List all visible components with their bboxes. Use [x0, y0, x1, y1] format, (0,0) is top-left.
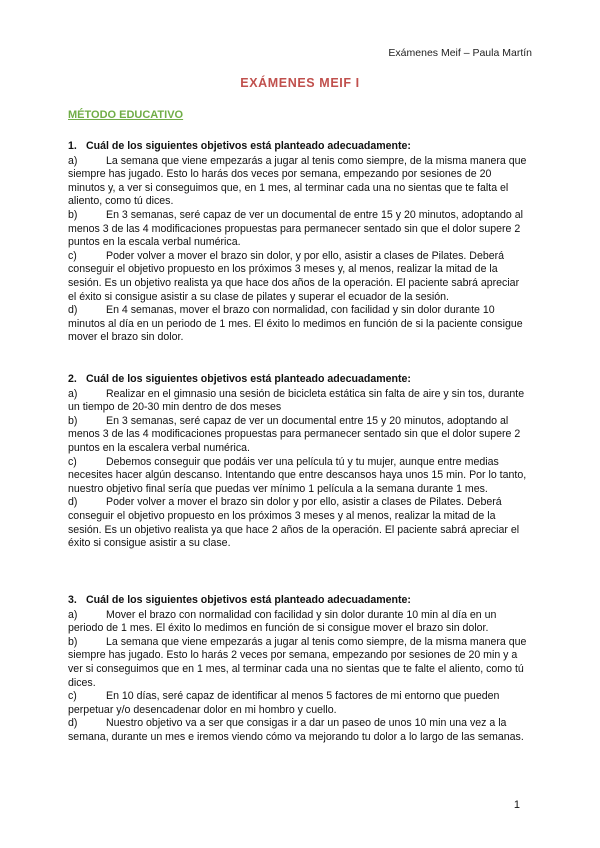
option-label: d)	[68, 717, 78, 730]
option-label: d)	[68, 496, 78, 509]
option-text: Poder volver a mover el brazo sin dolor y por ello, asistir a clases de Pilates. Deberá conseguir el objetivo propuesto en los próximos 3 meses y al menos, realizar la mitad de la sesión. Es un objetivo realista ya que hace 2 años de la operación. El paciente sabrá apreciar el éxito si consigue asistir a su clase.	[68, 496, 520, 550]
option-c	[68, 250, 530, 304]
question-2	[68, 373, 530, 551]
question-1	[68, 140, 530, 345]
option-label: a)	[68, 387, 78, 400]
question-number: 2.	[68, 373, 77, 385]
option-label: d)	[68, 304, 78, 317]
question-text: Cuál de los siguientes objetivos está planteado adecuadamente:	[86, 594, 411, 606]
option-text: Poder volver a mover el brazo sin dolor, y por ello, asistir a clases de Pilates. Deberá conseguir el objetivo propuesto en los próximos 3 meses y, al menos, realizar la mitad de la sesión. Es un objetivo realista ya que hace dos años de la operación. El paciente sabrá apreciar el éxito si consigue asistir a su clase de pilates y superar el ecuador de la sesión.	[68, 249, 520, 303]
option-c	[68, 690, 530, 717]
document-title: EXÁMENES MEIF I	[240, 76, 360, 90]
option-label: c)	[68, 690, 77, 703]
option-d	[68, 304, 530, 345]
question-text: Cuál de los siguientes objetivos está planteado adecuadamente:	[86, 140, 411, 152]
question-text: Cuál de los siguientes objetivos está planteado adecuadamente:	[86, 373, 411, 385]
question-3	[68, 594, 530, 745]
question-title	[68, 594, 530, 608]
option-text: Mover el brazo con normalidad con facilidad y sin dolor durante 10 min al día en un periodo de 1 mes. El éxito lo medimos en función de si consigue mover el brazo sin dolor.	[68, 608, 497, 635]
option-text: Realizar en el gimnasio una sesión de bicicleta estática sin falta de aire y sin tos, durante un tiempo de 20-30 min dentro de dos meses	[68, 387, 525, 414]
question-number: 1.	[68, 140, 77, 152]
option-text: En 3 semanas, seré capaz de ver un documental entre 15 y 20 minutos, adoptando al menos 3 de las 4 modificaciones propuestas para permanecer sentado sin que el dolor supere 2 puntos en la escalera verbal numérica.	[68, 414, 521, 454]
option-text: En 3 semanas, seré capaz de ver un documental de entre 15 y 20 minutos, adoptando al menos 3 de las 4 modificaciones propuestas para permanecer sentado sin que el dolor supere 2 puntos en la escala verbal numérica.	[68, 208, 523, 249]
option-text: En 10 días, seré capaz de identificar al menos 5 factores de mi entorno que pueden perpetuar y/o desencadenar dolor en mi hombro y cuello.	[68, 690, 500, 716]
section-heading: MÉTODO EDUCATIVO	[68, 109, 184, 121]
option-text: La semana que viene empezarás a jugar al tenis como siempre, de la misma manera que siempre has jugado. Esto lo harás dos veces por semana, empezando por sesiones de 20 minutos y, a ver si conseguimos que, en 1 mes, al terminar cada una no sientas que te falta el aliento, como tú dices.	[68, 154, 527, 208]
option-b	[68, 636, 530, 690]
option-a	[68, 155, 530, 209]
option-label: b)	[68, 414, 78, 427]
option-text: La semana que viene empezarás a jugar al tenis como siempre, de la misma manera que siempre has jugado. Esto lo harás 2 veces por semana, empezando por sesiones de 20 min y a ver si conseguimos que en 1 mes, al terminar cada una no sientas que te falte el aliento, como tú dices.	[68, 635, 527, 689]
option-label: c)	[68, 455, 77, 468]
option-label: b)	[68, 635, 78, 648]
question-title	[68, 140, 530, 154]
option-d	[68, 496, 530, 550]
option-label: a)	[68, 608, 78, 621]
question-title	[68, 373, 530, 387]
option-a	[68, 609, 530, 636]
option-text: Nuestro objetivo va a ser que consigas ir a dar un paseo de unos 10 min una vez a la semana, durante un mes e iremos viendo cómo va mejorando tu dolor a lo largo de las semanas.	[68, 717, 524, 743]
option-label: a)	[68, 154, 78, 167]
option-a	[68, 388, 530, 415]
option-label: b)	[68, 208, 78, 221]
option-c	[68, 456, 530, 497]
option-text: En 4 semanas, mover el brazo con normalidad, con facilidad y sin dolor durante 10 minutos al día en un periodo de 1 mes. El éxito lo medimos en función de si la paciente consigue mover el brazo sin dolor.	[68, 304, 523, 344]
option-text: Debemos conseguir que podáis ver una película tú y tu mujer, aunque entre medias necesites hacer algún descanso. Intentando que entre descansos haya unos 15 min. Por lo tanto, nuestro objetivo final sería que puedas ver mínimo 1 película a la semana durante 1 mes.	[68, 455, 527, 495]
option-b	[68, 415, 530, 456]
option-label: c)	[68, 249, 77, 262]
question-number: 3.	[68, 594, 77, 606]
option-d	[68, 717, 530, 744]
page-number: 1	[513, 799, 520, 811]
option-b	[68, 209, 530, 250]
header-author: Exámenes Meif – Paula Martín	[388, 47, 532, 59]
